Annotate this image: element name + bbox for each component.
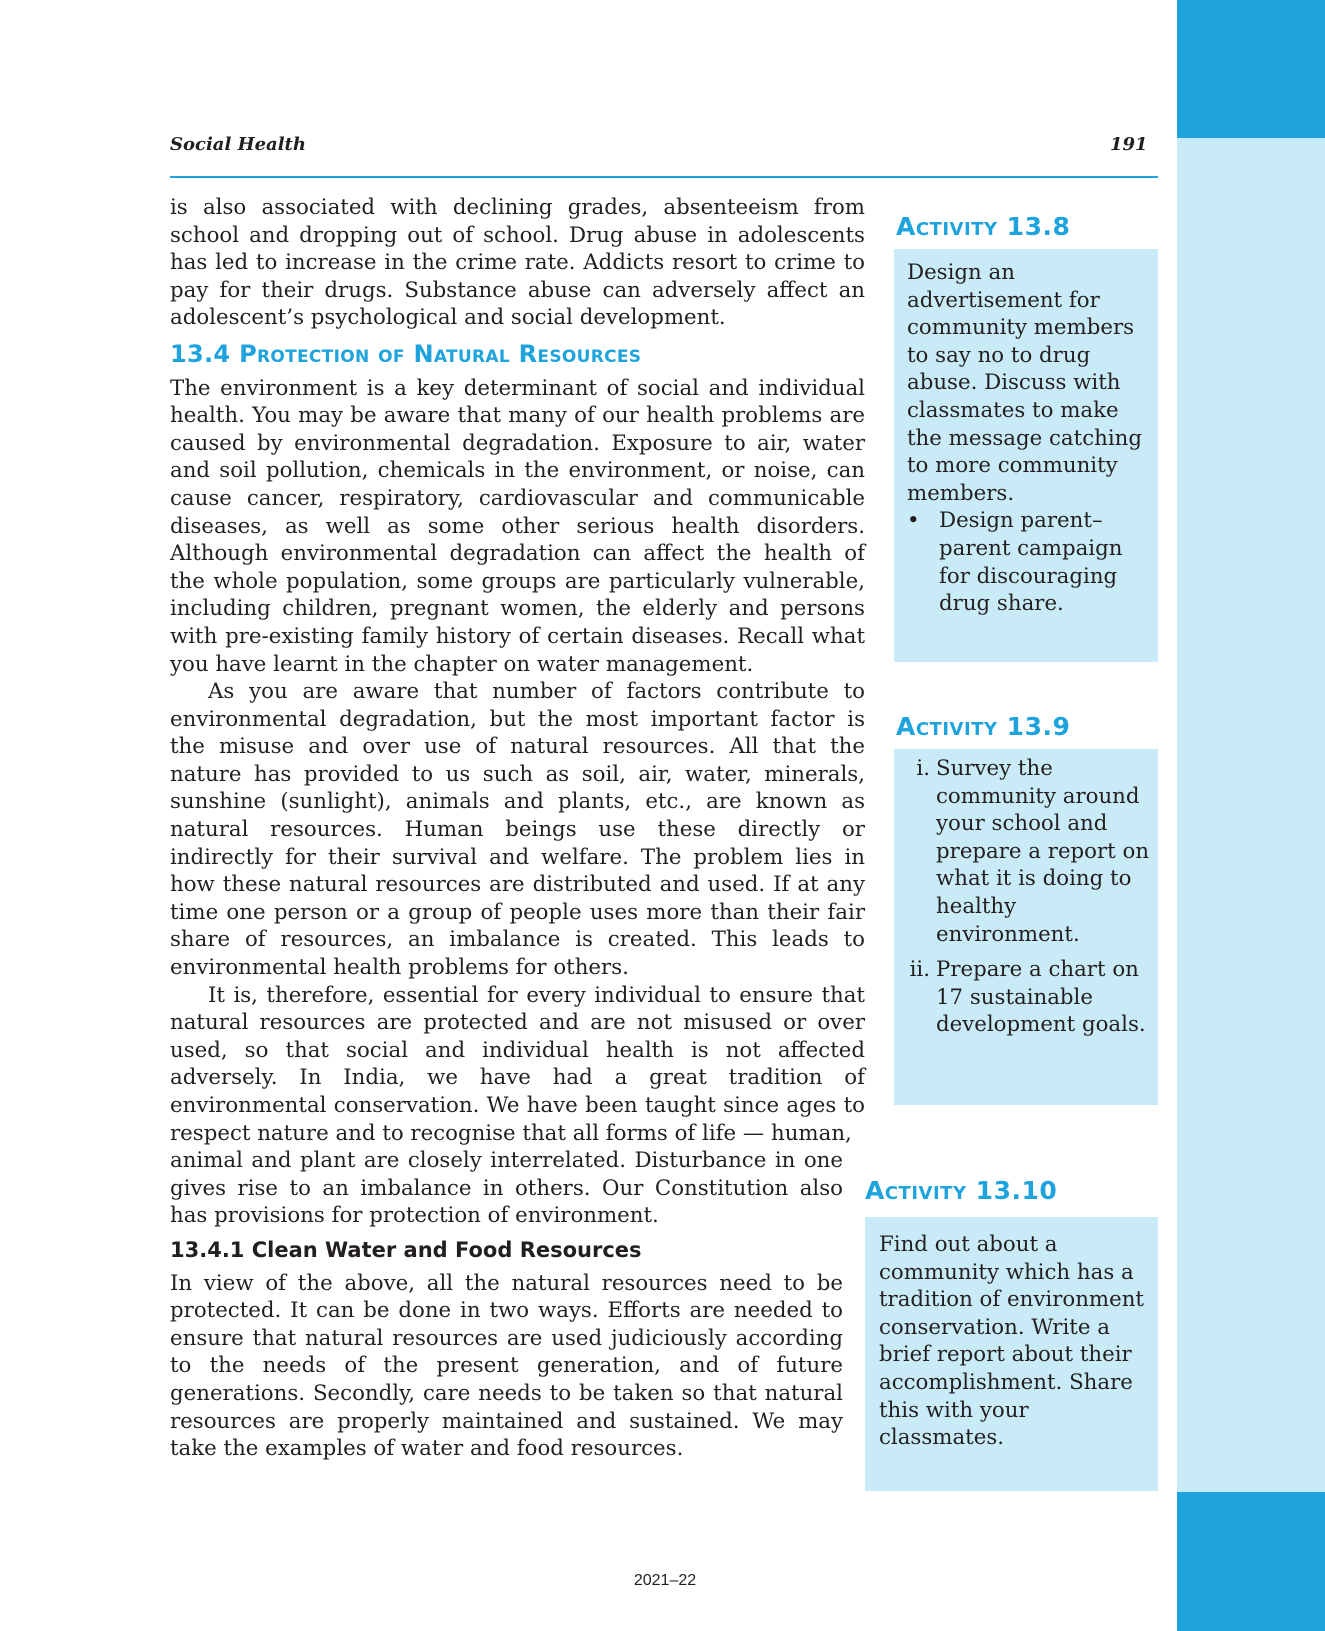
page-number: 191	[1110, 134, 1148, 155]
activity-13-8-box	[894, 249, 1158, 662]
edge-tab-top	[1177, 0, 1325, 138]
narrow-block	[170, 1147, 843, 1463]
paragraph-4: In view of the above, all the natural resources need to be protected. It can be done in two ways. Efforts are needed to ensure that natural resources are used judiciously according to the needs of the present generation, and of future generations. Secondly, care needs to be taken so that natural resources are properly maintained and sustained. We may take the examples of water and food resources.	[170, 1270, 843, 1462]
intro-paragraph: is also associated with declining grades, absenteeism from school and dropping out of school. Drug abuse in adolescents has led to increase in the crime rate. Addicts resort to crime to pay for their drugs. Substance abuse can adversely affect an adolescent’s psychological and social development.	[170, 195, 865, 331]
running-head: Social Health	[170, 134, 306, 155]
edge-tab-bottom	[1177, 1492, 1325, 1631]
item-marker: ii.	[909, 957, 930, 983]
item-marker: i.	[916, 756, 930, 781]
paragraph-2: As you are aware that number of factors contribute to environmental degradation, but the most important factor is the misuse and over use of natural resources. All that the nature has provided to us such as soil, air, water, minerals, sunshine (sunlight), animals and plants, etc., are known as natural resources. Human beings use these directly or indirectly for their survival and welfare. The problem lies in how these natural resources are distributed and used. If at any time one person or a group of people uses more than their fair share of resources, an imbalance is created. This leads to environmental health problems for others.	[170, 679, 865, 981]
item-text: Prepare a chart on 17 sustainable development goals.	[936, 957, 1146, 1038]
activity-13-8-title: Activity 13.8	[896, 212, 1071, 241]
paragraph-1: The environment is a key determinant of social and individual health. You may be aware that many of our health problems are caused by environmental degradation. Exposure to air, water and soil pollution, chemicals in the environment, or noise, can cause cancer, respiratory, cardiovascular and communicable diseases, as well as some other serious health disorders. Although environmental degradation can affect the health of the whole population, some groups are particularly vulnerable, including children, pregnant women, the elderly and persons with pre-existing family history of certain diseases. Recall what you have learnt in the chapter on water management.	[170, 375, 865, 677]
activity-13-8-bullet	[907, 507, 1146, 617]
item-text: Survey the community around your school and prepare a report on what it is doing to healthy environment.	[936, 756, 1150, 947]
activity-13-10-box	[865, 1217, 1158, 1491]
section-heading: 13.4 Protection of Natural Resources	[170, 339, 642, 368]
edge-band	[1177, 138, 1325, 1492]
activity-13-9-item-2	[900, 956, 1150, 1039]
activity-13-9-box	[894, 749, 1158, 1105]
activity-13-9-item-1	[900, 755, 1150, 948]
activity-13-10-title: Activity 13.10	[865, 1176, 1058, 1205]
activity-13-9-title: Activity 13.9	[896, 712, 1071, 741]
footer-year: 2021–22	[633, 1572, 697, 1589]
main-column	[170, 194, 865, 1463]
bullet-marker: •	[907, 508, 920, 534]
paragraph-3-continued: animal and plant are closely interrelated. Disturbance in one gives rise to an imbalance in others. Our Constitution also has provisions for protection of environment.	[170, 1148, 843, 1229]
bullet-text: Design parent–parent campaign for discouraging drug share.	[939, 508, 1123, 617]
activity-13-8-text: Design an advertisement for community members to say no to drug abuse. Discuss with classmates to make the message catching to more community members.	[907, 260, 1142, 506]
subsection-heading: 13.4.1 Clean Water and Food Resources	[170, 1237, 642, 1262]
paragraph-3: It is, therefore, essential for every individual to ensure that natural resources are protected and are not misused or over used, so that social and individual health is not affected adversely. In India, we have had a great tradition of environmental conservation. We have been taught since ages to respect nature and to recognise that all forms of life — human,	[170, 982, 865, 1146]
header-rule	[170, 176, 1158, 178]
activity-13-10-text: Find out about a community which has a tradition of environment conservation. Write a brief report about their accomplishment. Share this with your classmates.	[879, 1232, 1144, 1451]
